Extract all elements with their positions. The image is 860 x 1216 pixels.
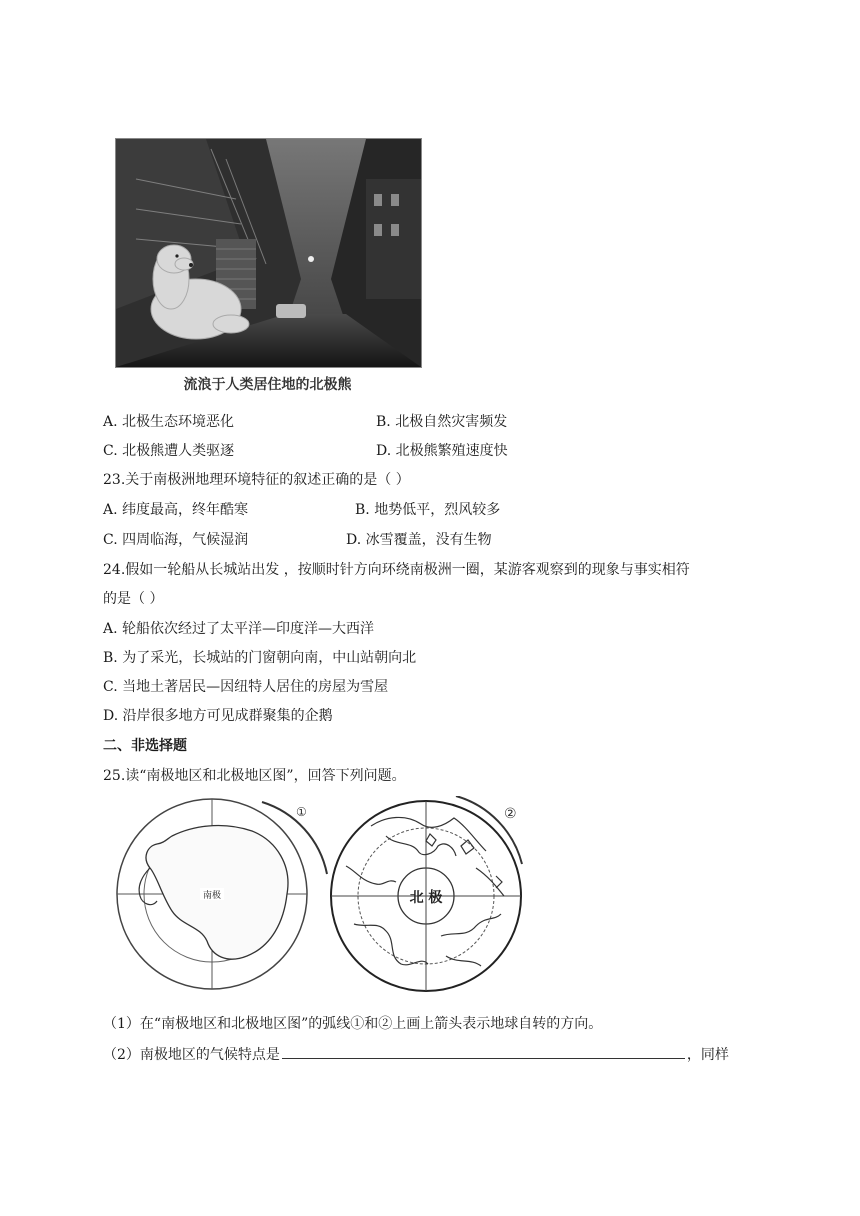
answer-blank[interactable] <box>282 1044 685 1059</box>
q23-stem: 23.关于南极洲地理环境特征的叙述正确的是（ ） <box>103 472 410 488</box>
q23-option-c: C. 四周临海，气候湿润 <box>103 532 249 548</box>
q22-option-d: D. 北极熊繁殖速度快 <box>376 443 508 459</box>
antarctic-map <box>112 796 332 1000</box>
q23-option-d: D. 冰雪覆盖，没有生物 <box>346 532 492 548</box>
q25-sub2-suffix: ，同样 <box>686 1047 729 1063</box>
photo-caption: 流浪于人类居住地的北极熊 <box>183 377 352 393</box>
map1-marker: ① <box>296 805 307 819</box>
q23-option-a: A. 纬度最高，终年酷寒 <box>103 502 249 518</box>
map1-center-label: 南极 <box>202 891 222 901</box>
q24-option-c: C. 当地土著居民—因纽特人居住的房屋为雪屋 <box>103 679 389 695</box>
q24-option-b: B. 为了采光，长城站的门窗朝向南，中山站朝向北 <box>103 650 417 666</box>
q22-option-c: C. 北极熊遭人类驱逐 <box>103 443 235 459</box>
q25-sub2-prefix: （2）南极地区的气候特点是 <box>103 1047 280 1063</box>
map2-marker: ② <box>504 806 517 822</box>
q23-option-b: B. 地势低平，烈风较多 <box>355 502 501 518</box>
polar-bear-photo <box>115 138 422 368</box>
map2-center-label: 北 极 <box>409 890 443 906</box>
q22-option-b: B. 北极自然灾害频发 <box>376 414 508 430</box>
q24-stem-line2: 的是（ ） <box>103 591 164 607</box>
q25-sub1: （1）在“南极地区和北极地区图”的弧线①和②上画上箭头表示地球自转的方向。 <box>103 1016 603 1032</box>
arctic-map <box>326 796 526 1000</box>
q24-stem-line1: 24.假如一轮船从长城站出发 ，按顺时针方向环绕南极洲一圈，某游客观察到的现象与事实相符 <box>103 562 690 578</box>
section-title: 二、非选择题 <box>103 738 187 754</box>
q24-option-a: A. 轮船依次经过了太平洋—印度洋—大西洋 <box>103 621 375 637</box>
q25-stem: 25.读“南极地区和北极地区图”，回答下列问题。 <box>103 768 406 784</box>
q25-sub2 <box>103 1044 729 1065</box>
q22-option-a: A. 北极生态环境恶化 <box>103 414 235 430</box>
q24-option-d: D. 沿岸很多地方可见成群聚集的企鹅 <box>103 708 333 724</box>
